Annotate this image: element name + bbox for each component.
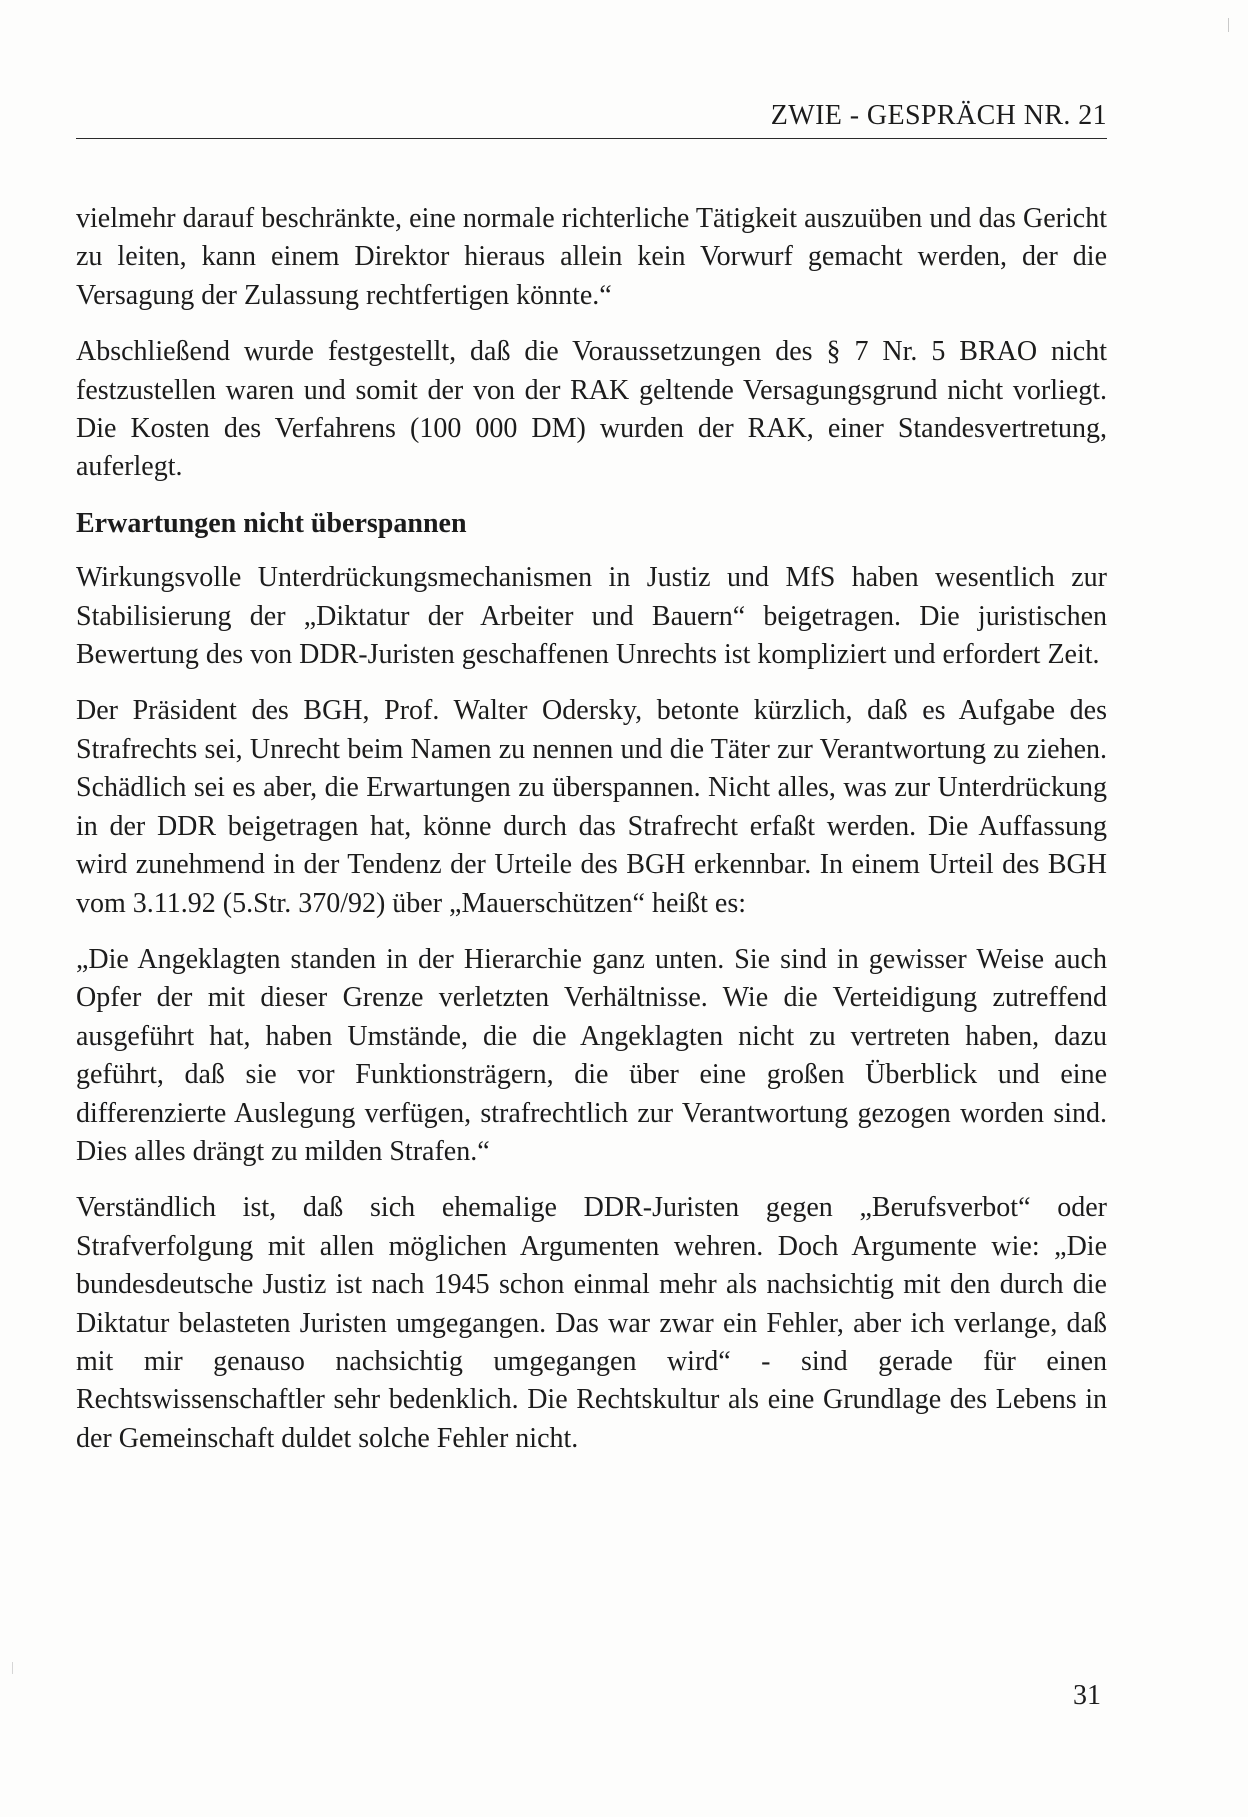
header-title: ZWIE - GESPRÄCH NR. 21: [770, 100, 1107, 131]
paragraph-6: Verständlich ist, daß sich ehemalige DDR-Juristen gegen „Berufsverbot“ oder Strafverfolgung mit allen möglichen Argumenten wehren. Doch Argumente wie: „Die bundesdeutsche Justiz ist nach 1945 schon einmal mehr als nachsichtig mit den durch die Diktatur belasteten Juristen umgegangen. Das war zwar ein Fehler, aber ich verlange, daß mit mir genauso nachsichtig umgegangen wird“ - sind gerade für einen Rechtswissenschaftler sehr bedenklich. Die Rechtskultur als eine Grundlage des Lebens in der Gemeinschaft duldet solche Fehler nicht.: [76, 1192, 1107, 1454]
paragraph-3: Wirkungsvolle Unterdrückungsmechanismen in Justiz und MfS haben wesentlich zur Stabilisierung der „Diktatur der Arbeiter und Bauern“ beigetragen. Die juristischen Bewertung des von DDR-Juristen geschaffenen Unrechts ist kompliziert und erfordert Zeit.: [76, 562, 1107, 671]
section-heading: Erwartungen nicht überspannen: [76, 507, 467, 539]
paragraph-2: Abschließend wurde festgestellt, daß die Voraussetzungen des § 7 Nr. 5 BRAO nicht festzustellen waren und somit der von der RAK geltende Versagungsgrund nicht vorliegt. Die Kosten des Verfahrens (100 000 DM) wurden der RAK, einer Standesvertretung, auferlegt.: [76, 336, 1107, 483]
paragraph-5-quote: „Die Angeklagten standen in der Hierarchie ganz unten. Sie sind in gewisser Weise auch Opfer der mit dieser Grenze verletzten Verhältnisse. Wie die Verteidigung zutreffend ausgeführt hat, haben Umstände, die die Angeklagten nicht zu vertreten haben, dazu geführt, daß sie vor Funktionsträgern, die über eine großen Überblick und eine differenzierte Auslegung verfügen, strafrechtlich zur Verantwortung gezogen worden sind. Dies alles drängt zu milden Strafen.“: [76, 943, 1107, 1167]
running-header: [76, 92, 1107, 139]
scan-mark-left: [12, 1662, 13, 1674]
paragraph-1: vielmehr darauf beschränkte, eine normale richterliche Tätigkeit auszuüben und das Gericht zu leiten, kann einem Direktor hieraus allein kein Vorwurf gemacht werden, der die Versagung der Zulassung rechtfertigen könnte.“: [76, 203, 1107, 311]
page-number: 31: [1073, 1680, 1101, 1711]
page-body: [76, 200, 1107, 1476]
paragraph-4: Der Präsident des BGH, Prof. Walter Odersky, betonte kürzlich, daß es Aufgabe des Strafrechts sei, Unrecht beim Namen zu nennen und die Täter zur Verantwortung zu ziehen. Schädlich sei es aber, die Erwartungen zu überspannen. Nicht alles, was zur Unterdrückung in der DDR beigetragen hat, könne durch das Strafrecht erfaßt werden. Die Auffassung wird zunehmend in der Tendenz der Urteile des BGH erkennbar. In einem Urteil des BGH vom 3.11.92 (5.Str. 370/92) über „Mauerschützen“ heißt es:: [76, 695, 1107, 919]
scan-mark-top: [1228, 18, 1229, 32]
